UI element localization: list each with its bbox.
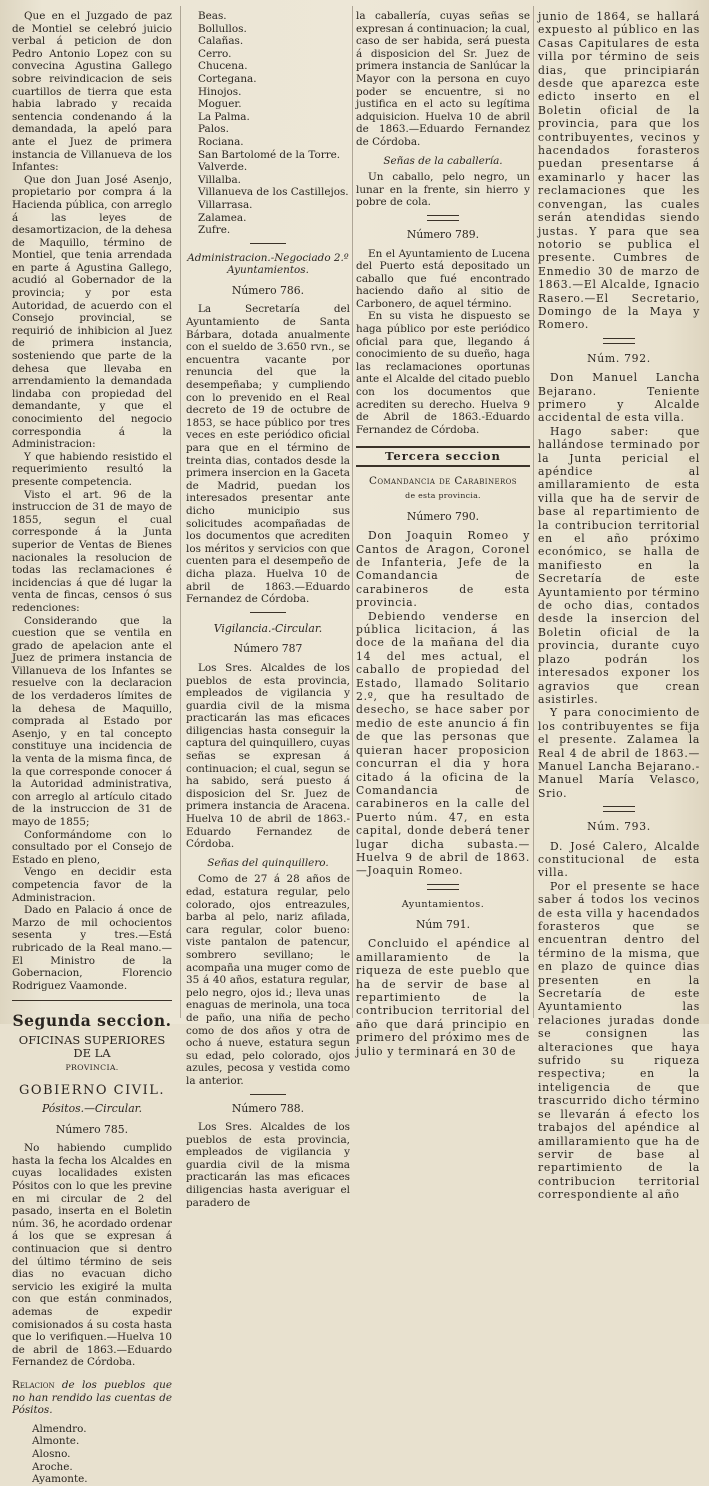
notice-number: Número 785. xyxy=(55,1122,129,1136)
paragraph: Un caballo, pelo negro, un lunar en la frente, sin hierro y pobre de cola. xyxy=(356,171,530,209)
list-item: Zufre. xyxy=(198,224,231,237)
list-item: La Palma. xyxy=(198,110,250,123)
paragraph: Y que habiendo resistido el requerimiento resultó la presente competencia. xyxy=(12,450,172,488)
command-heading: Comandancia de Carabineros xyxy=(368,475,517,487)
list-item: Zalamea. xyxy=(198,211,247,224)
paragraph: la caballería, cuyas señas se expresan á continuacion; la cual, caso de ser habida, será puesta á disposicion del Sr. Juez de primera instancia de Sanlúcar la Mayor con la persona en cuyo poder se encuentre, si no justifica en el acto su legítima adquisicion. Huelva 10 de abril de 1863.—Eduardo Fernandez de Córdoba. xyxy=(356,10,530,148)
paragraph: Considerando que la cuestion que se ventila en grado de apelacion ante el Juez de primera instancia de Villanueva de los Infantes se resuelve con la declaracion de los verdaderos límites de la dehesa de Maquillo, comprada al Estado por Asenjo, y en tal concepto constituye una incidencia de la venta de la misma finca, de la que corresponde conocer á la Autoridad administrativa, con arreglo al artículo citado de la instruccion de 31 de mayo de 1855; xyxy=(12,614,172,828)
paragraph: junio de 1864, se hallará expuesto al público en las Casas Capitulares de esta villa por término de seis dias, que principiarán desde que aparezca este edicto inserto en el Boletin oficial de la provincia, para que los contribuyentes, vecinos y hacendados forasteros puedan presentarse á examinarlo y hacer las reclamaciones que les convengan, las cuales serán atendidas siendo justas. Y para que sea notorio se publica el presente. Cumbres de Enmedio 30 de marzo de 1863.—El Alcalde, Ignacio Rasero.—El Secretario, Domingo de la Maya y Romero. xyxy=(538,10,700,332)
office-subheading: PROVINCIA. xyxy=(65,1062,119,1072)
town-list xyxy=(186,10,350,237)
separator xyxy=(427,884,459,890)
notice-number: Número 789. xyxy=(406,227,480,241)
separator xyxy=(603,338,635,344)
list-item: Almonte. xyxy=(32,1435,80,1448)
paragraph: No habiendo cumplido hasta la fecha los Alcaldes en cuyas localidades existen Pósitos con lo que les previne en mi circular de 2 del pasado, inserta en el Boletin núm. 36, he acordado ordenar á los que se expresan á continuacion que si dentro del último término de seis dias no evacuan dicho servicio les exigiré la multa con que están conminados, ademas de expedir comisionados á su costa hasta que lo verifiquen.—Huelva 10 de abril de 1863.—Eduardo Fernandez de Córdoba. xyxy=(12,1142,172,1369)
list-item: Rociana. xyxy=(198,135,244,148)
column-divider xyxy=(180,6,181,1018)
paragraph: Los Sres. Alcaldes de los pueblos de esta provincia, empleados de vigilancia y guardia civil de la misma practicarán las mas eficaces diligencias hasta averiguar el paradero de xyxy=(186,1121,350,1209)
column-4 xyxy=(538,10,700,1202)
paragraph: Debiendo venderse en pública licitacion, á las doce de la mañana del dia 14 del mes actual, el caballo de propiedad del Estado, llamado Solitario 2.º, que ha resultado de desecho, se hace saber por medio de este anuncio á fin de que las personas que quieran hacer proposicion concurran el dia y hora citado á la oficina de la Comandancia de carabineros en la calle del Puerto núm. 47, en esta capital, donde deberá tener lugar dicha subasta.—Huelva 9 de abril de 1863.—Joaquin Romeo. xyxy=(356,609,530,878)
notice-number: Núm. 792. xyxy=(587,351,651,365)
notice-number: Número 786. xyxy=(231,283,305,297)
separator xyxy=(250,243,286,244)
list-item: Cerro. xyxy=(198,47,232,60)
paragraph: Por el presente se hace saber á todos los vecinos de esta villa y hacendados forasteros que se encuentran dentro del término de la misma, que en plazo de quince dias presenten en la Secretaría de este Ayuntamiento las relaciones juradas donde se consignen las alteraciones que haya sufrido su riqueza respectiva; en la inteligencia de que trascurrido dicho término se llevarán á efecto los trabajos del apéndice al amillaramiento que ha de servir de base al repartimiento de la contribucion territorial correspondiente al año xyxy=(538,879,701,1202)
command-subheading: de esta provincia. xyxy=(405,491,481,500)
paragraph: En su vista he dispuesto se haga público por este periódico oficial para que, llegando á conocimiento de su dueño, haga las reclamaciones oportunas ante el Alcalde del citado pueblo con los documentos que acrediten su derecho. Huelva 9 de Abril de 1863.-Eduardo Fernandez de Córdoba. xyxy=(356,310,530,436)
paragraph: Hago saber: que hallándose terminado por la Junta pericial el apéndice al amillaramiento de esta villa que ha de servir de base al repartimiento de la contribucion territorial en el año próximo económico, se halla de manifiesto en la Secretaría de este Ayuntamiento por término de ocho dias, contados desde la insercion del Boletin oficial de la provincia, durante cuyo plazo podrán los interesados exponer los agravios que crean asistirles. xyxy=(538,424,700,706)
separator xyxy=(250,612,286,613)
paragraph: Que don Juan José Asenjo, propietario por compra á la Hacienda pública, con arreglo á las leyes de desamortizacion, de la dehesa de Maquillo, término de Montiel, que tenia arrendada en parte á Agustina Gallego, acudió al Gobernador de la provincia; y por esta Autoridad, de acuerdo con el Consejo provincial, se requirió de inhibicion al Juez de primera instancia, sosteniendo que parte de la dehesa que llevaba en arrendamiento la demandada lindaba con propiedad del demandante, y que el conocimiento del negocio correspondia á la Administracion: xyxy=(12,173,172,451)
notice-number: Número 790. xyxy=(406,509,480,523)
list-item: Villarrasa. xyxy=(198,198,253,211)
list-item: Moguer. xyxy=(198,98,242,111)
government-heading: GOBIERNO CIVIL. xyxy=(18,1082,166,1098)
vigilance-heading: Vigilancia.-Circular. xyxy=(213,621,323,635)
list-item: Cortegana. xyxy=(198,72,257,85)
list-item: Ayamonte. xyxy=(32,1473,88,1486)
office-heading: OFICINAS SUPERIORES DE LA xyxy=(18,1032,166,1060)
paragraph: En el Ayuntamiento de Lucena del Puerto está depositado un caballo que fué encontrado haciendo daño al sitio de Carbonero, de aquel término. xyxy=(356,247,530,310)
notice-number: Número 788. xyxy=(231,1101,305,1115)
circular-heading: Pósitos.—Circular. xyxy=(41,1102,143,1116)
list-heading xyxy=(12,1379,172,1417)
section-heading: Tercera seccion xyxy=(356,446,530,467)
section-rule xyxy=(12,1000,172,1001)
list-item: Villalba. xyxy=(198,173,241,186)
notice-number: Núm. 793. xyxy=(587,820,651,834)
paragraph: D. José Calero, Alcalde constitucional de esta villa. xyxy=(538,839,700,880)
paragraph: Don Manuel Lancha Bejarano. Teniente primero y Alcalde accidental de esta villa. xyxy=(538,371,700,425)
description-heading: Señas del quinquillero. xyxy=(207,856,329,869)
list-item: Almendro. xyxy=(32,1422,87,1435)
column-divider xyxy=(533,6,534,1018)
admin-subheading: Ayuntamientos. xyxy=(227,264,309,277)
list-item: Valverde. xyxy=(198,161,248,174)
paragraph: Y para conocimiento de los contribuyentes se fija el presente. Zalamea la Real 4 de abril de 1863.—Manuel Lancha Bejarano.-Manuel María Velasco, Srio. xyxy=(538,706,700,800)
list-heading-rest: de los pueblos que no han rendido las cuentas de Pósitos. xyxy=(12,1378,172,1417)
paragraph: Vengo en decidir esta competencia favor de la Administracion. xyxy=(12,866,172,904)
column-divider xyxy=(352,6,353,1018)
column-3 xyxy=(356,10,530,1058)
column-2 xyxy=(186,10,350,1209)
section-heading: Segunda seccion. xyxy=(12,1011,172,1031)
list-heading-lead: Relacion xyxy=(12,1378,55,1391)
town-list xyxy=(12,1423,172,1486)
list-item: Bollullos. xyxy=(198,22,247,35)
admin-heading: Administracion.-Negociado 2.º xyxy=(187,251,349,264)
paragraph: Concluido el apéndice al amillaramiento de la riqueza de este pueblo que ha de servir de base al repartimiento de la contribucion territorial del año que dará principio en primero del próximo mes de julio y terminará en 30 de xyxy=(356,937,530,1058)
list-item: Calañas. xyxy=(198,35,244,48)
paragraph: Don Joaquin Romeo y Cantos de Aragon, Coronel de Infanteria, Jefe de la Comandancia de carabineros de esta provincia. xyxy=(356,529,530,610)
paragraph: Visto el art. 96 de la instruccion de 31 de mayo de 1855, segun el cual corresponde á la Junta superior de Ventas de Bienes nacionales la resolucion de todas las reclamaciones é incidencias á que dé lugar la venta de fincas, censos ó sus redenciones: xyxy=(12,488,172,614)
paragraph: Los Sres. Alcaldes de los pueblos de esta provincia, empleados de vigilancia y guardia civil de la misma practicarán las mas eficaces diligencias hasta conseguir la captura del quinquillero, cuyas señas se expresan á continuacion; el cual, segun se ha sabido, será puesto á disposicion del Sr. Juez de primera instancia de Aracena. Huelva 10 de abril de 1863.-Eduardo Fernandez de Córdoba. xyxy=(186,661,350,851)
council-heading: Ayuntamientos. xyxy=(401,898,485,910)
separator xyxy=(427,215,459,221)
paragraph: La Secretaría del Ayuntamiento de Santa Bárbara, dotada anualmente con el sueldo de 3.650 rvn., se encuentra vacante por renuncia del que la desempeñaba; y cumpliendo con lo prevenido en el Real decreto de 19 de octubre de 1853, se hace público por tres veces en este periódico oficial para que en el término de treinta dias, contados desde la primera insercion en la Gaceta de Madrid, puedan los interesados presentar ante dicho municipio sus solicitudes acompañadas de los documentos que acrediten los méritos y servicios con que cuenten para el desempeño de dicha plaza. Huelva 10 de abril de 1863.—Eduardo Fernandez de Córdoba. xyxy=(186,303,350,606)
column-1 xyxy=(12,10,172,1486)
separator xyxy=(603,806,635,812)
paragraph: Conformándome con lo consultado por el Consejo de Estado en pleno, xyxy=(12,828,172,866)
paragraph: Como de 27 á 28 años de edad, estatura regular, pelo colorado, ojos entreazules, barba al pelo, nariz afilada, cara regular, color bueno: viste pantalon de patencur, sombrero sevillano; le acompaña una muger como de 35 á 40 años, estatura regular, pelo negro, ojos id.; lleva unas enaguas de merinola, una toca de paño, una niña de pecho como de dos años y otra de ocho á nueve, estatura segun su edad, pelo colorado, ojos azules, pecosa y vestida como la anterior. xyxy=(186,873,350,1087)
list-item: Alosno. xyxy=(32,1447,71,1460)
paragraph: Que en el Juzgado de paz de Montiel se celebró juicio verbal á peticion de don Pedro Antonio Lopez con su convecina Agustina Gallego sobre reivindicacion de seis cuartillos de tierra que esta habia labrado y recaida sentencia condenando á la demandada, la apeló para ante el Juez de primera instancia de Villanueva de los Infantes: xyxy=(12,10,172,174)
paragraph: Dado en Palacio á once de Marzo de mil ochocientos sesenta y tres.—Está rubricado de la Real mano.—El Ministro de la Gobernacion, Florencio Rodriguez Vaamonde. xyxy=(12,904,172,992)
list-item: Beas. xyxy=(198,10,227,22)
list-item: San Bartolomé de la Torre. xyxy=(198,148,341,161)
description-heading: Señas de la caballería. xyxy=(383,154,503,167)
list-item: Villanueva de los Castillejos. xyxy=(198,186,349,199)
list-item: Aroche. xyxy=(32,1460,73,1473)
separator xyxy=(250,1094,286,1095)
list-item: Hinojos. xyxy=(198,85,242,98)
list-item: Palos. xyxy=(198,123,229,136)
notice-number: Núm 791. xyxy=(415,917,471,931)
list-item: Chucena. xyxy=(198,60,248,73)
notice-number: Número 787 xyxy=(233,642,303,656)
